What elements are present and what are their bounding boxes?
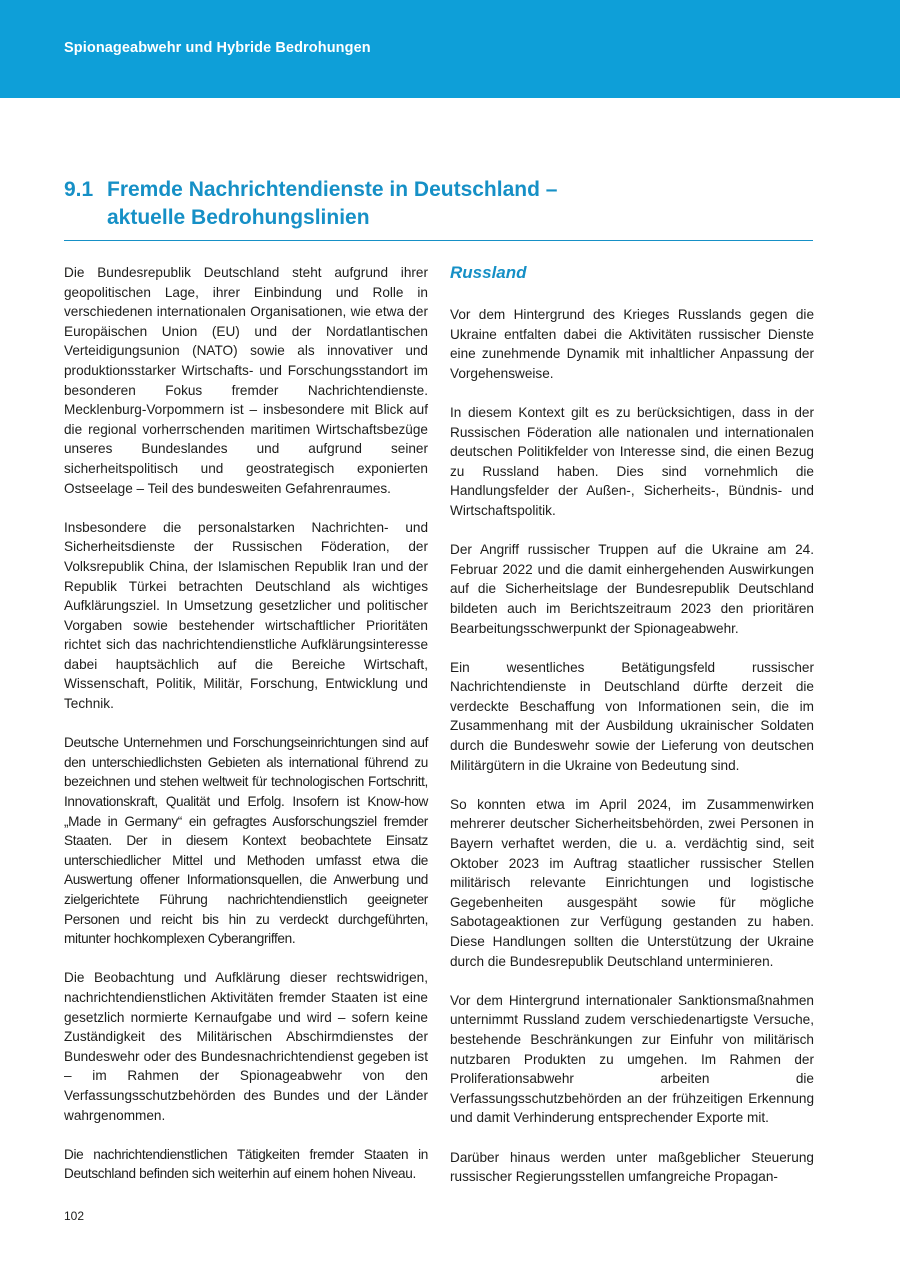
header-band [0,0,900,98]
chapter-title: Spionageabwehr und Hybride Bedrohungen [64,40,371,56]
section-title-line-1: Fremde Nachrichtendienste in Deutschland – [107,178,558,201]
paragraph: Der Angriff russischer Truppen auf die Ukraine am 24. Februar 2022 und die damit einhergehenden Auswirkungen auf die Sicherheitslage der Bundesrepublik Deutschland bildeten auch im Berichtszeitraum 2023 den prioritären Bearbeitungsschwerpunkt der Spionageabwehr. [450,542,814,636]
section-heading [64,176,813,232]
paragraph: In diesem Kontext gilt es zu berücksichtigen, dass in der Russischen Föderation alle nationalen und internationalen deutschen Politikfelder von Interesse sind, die einen Bezug zu Russland haben. Dies sind vornehmlich die Handlungsfelder der Außen-, Sicherheits-, Bündnis- und Wirtschaftspolitik. [450,404,814,518]
paragraph: Die Bundesrepublik Deutschland steht aufgrund ihrer geopolitischen Lage, ihrer Einbindung und Rolle in verschiedenen internationalen Organisationen, wie etwa der Europäischen Union (EU) und der Nordatlantischen Verteidigungsunion (NATO) sowie als innovativer und produktionsstarker Wirtschafts- und Forschungsstandort im besonderen Fokus fremder Nachrichtendienste. Mecklenburg-Vorpommern ist – insbesondere mit Blick auf die regional vorherrschenden maritimen Wirtschaftsbezüge unseres Bundeslandes und aufgrund seiner sicherheitspolitisch und geostrategisch exponierten Ostseelage – Teil des bundesweiten Gefahrenraumes. [64,265,428,496]
subheading-russland: Russland [450,263,527,282]
page-number: 102 [64,1209,85,1223]
paragraph: Vor dem Hintergrund des Krieges Russlands gegen die Ukraine entfalten dabei die Aktivitäten russischer Dienste eine zunehmende Dynamik mit inhaltlicher Anpassung der Vorgehensweise. [450,307,814,381]
paragraph: Vor dem Hintergrund internationaler Sanktionsmaßnahmen unternimmt Russland zudem verschiedenartigste Versuche, bestehende Beschränkungen zur Einfuhr von militärisch nutzbaren Produkten zu umgehen. Im Rahmen der Proliferationsabwehr arbeiten die Verfassungsschutzbehörden an der frühzeitigen Erkennung und damit Verhinderung entsprechender Exporte mit. [450,992,814,1126]
section-number: 9.1 [64,178,94,201]
paragraph: Ein wesentliches Betätigungsfeld russischer Nachrichtendienste in Deutschland dürfte derzeit die verdeckte Beschaffung von Informationen sein, die im Zusammenhang mit der Ausbildung ukrainischer Soldaten durch die Bundeswehr sowie der Lieferung von deutschen Militärgütern in die Ukraine von Bedeutung sind. [450,659,814,773]
paragraph: Die nachrichtendienstlichen Tätigkeiten fremder Staaten in Deutschland befinden sich weiterhin auf einem hohen Niveau. [64,1146,428,1182]
left-column [64,263,428,1204]
paragraph: Darüber hinaus werden unter maßgeblicher Steuerung russischer Regierungsstellen umfangreiche Propagan- [450,1149,814,1185]
paragraph: Insbesondere die personalstarken Nachrichten- und Sicherheitsdienste der Russischen Föderation, der Volksrepublik China, der Islamischen Republik Iran und der Republik Türkei betrachten Deutschland als wichtiges Aufklärungsziel. In Umsetzung gesetzlicher und politischer Vorgaben sowie bestehender wirtschaftlicher Prioritäten richtet sich das nachrichtendienstliche Aufklärungsinteresse dabei hauptsächlich auf die Bereiche Wirtschaft, Wissenschaft, Politik, Militär, Forschung, Entwicklung und Technik. [64,519,428,712]
paragraph: So konnten etwa im April 2024, im Zusammenwirken mehrerer deutscher Sicherheitsbehörden, zwei Personen in Bayern verhaftet werden, die u. a. verdächtig sind, seit Oktober 2023 im Auftrag staatlicher russischer Stellen militärisch relevante Einrichtungen und logistische Gegebenheiten ausgespäht sowie für mögliche Sabotageaktionen zur Verfügung gestanden zu haben. Diese Handlungen sollten die Unterstützung der Ukraine durch die Bundesrepublik Deutschland unterminieren. [450,796,814,969]
paragraph: Die Beobachtung und Aufklärung dieser rechtswidrigen, nachrichtendienstlichen Aktivitäten fremder Staaten ist eine gesetzlich normierte Kernaufgabe und wird – sofern keine Zuständigkeit des Militärischen Abschirmdienstes der Bundeswehr oder des Bundesnachrichtendienst gegeben ist – im Rahmen der Spionageabwehr von den Verfassungsschutzbehörden des Bundes und der Länder wahrgenommen. [64,970,428,1123]
section-title-line-2: aktuelle Bedrohungslinien [107,206,370,229]
heading-divider [64,240,813,241]
paragraph: Deutsche Unternehmen und Forschungseinrichtungen sind auf den unterschiedlichsten Gebieten als international führend zu bezeichnen und stehen weltweit für technologischen Fortschritt, Innovationskraft, Qualität und Erfolg. Insofern ist Know-how „Made in Germany“ ein gefragtes Ausforschungsziel fremder Staaten. Der in diesem Kontext beobachtete Einsatz unterschiedlicher Mittel und Methoden umfasst etwa die Auswertung offener Informationsquellen, die Anwerbung und zielgerichtete Führung nachrichtendienstlich geeigneter Personen und reicht bis hin zu verdeckt durchgeführten, mitunter hochkomplexen Cyberangriffen. [64,735,428,947]
right-column [450,263,814,1206]
